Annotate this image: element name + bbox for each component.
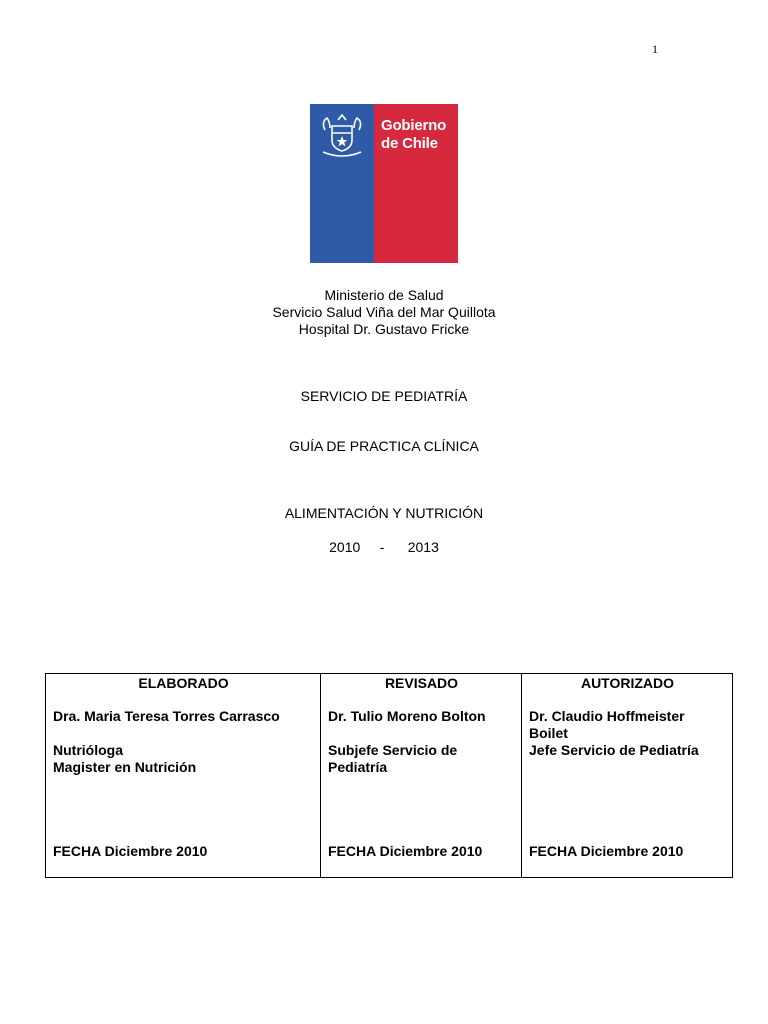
- health-service-line: Servicio Salud Viña del Mar Quillota: [272, 304, 496, 320]
- guide-type-title: GUÍA DE PRACTICA CLÍNICA: [289, 438, 479, 454]
- revisado-role-line1: Subjefe Servicio de: [328, 742, 458, 758]
- revisado-cell: [321, 693, 522, 878]
- elaborado-role-line1: Nutrióloga: [53, 742, 123, 758]
- validity-years: 2010 - 2013: [329, 539, 439, 555]
- topic-title: ALIMENTACIÓN Y NUTRICIÓN: [284, 505, 484, 521]
- gobierno-de-chile-logo: [310, 104, 458, 263]
- revisado-role-line2: Pediatría: [328, 759, 388, 775]
- header-elaborado: ELABORADO: [46, 674, 321, 694]
- autorizado-role: [529, 742, 726, 759]
- autorizado-date: FECHA Diciembre 2010: [529, 843, 684, 859]
- hospital-line: Hospital Dr. Gustavo Fricke: [298, 321, 470, 337]
- elaborado-role-line2: Magister en Nutrición: [53, 759, 197, 775]
- ministry-line: Ministerio de Salud: [324, 287, 444, 303]
- autorizado-role-line1: Jefe Servicio de Pediatría: [529, 742, 699, 758]
- elaborado-cell: [46, 693, 321, 878]
- approval-table-header-row: [46, 674, 733, 694]
- logo-blue-panel: [310, 104, 374, 263]
- revisado-role: [328, 742, 515, 776]
- header-autorizado: AUTORIZADO: [522, 674, 733, 694]
- elaborado-date: FECHA Diciembre 2010: [53, 843, 208, 859]
- elaborado-role: [53, 742, 314, 776]
- autorizado-name: Dr. Claudio Hoffmeister Boilet: [529, 708, 685, 741]
- approval-table: [45, 673, 733, 878]
- service-title: SERVICIO DE PEDIATRÍA: [300, 388, 468, 404]
- logo-text-line2: de Chile: [381, 135, 438, 152]
- page-number: 1: [652, 42, 658, 56]
- revisado-date: FECHA Diciembre 2010: [328, 843, 483, 859]
- header-revisado: REVISADO: [321, 674, 522, 694]
- logo-text-line1: Gobierno: [381, 117, 447, 134]
- logo-red-panel: [374, 104, 458, 263]
- autorizado-cell: [522, 693, 733, 878]
- elaborado-name: Dra. Maria Teresa Torres Carrasco: [53, 708, 280, 724]
- coat-of-arms-icon: [315, 112, 369, 160]
- approval-table-body-row: [46, 693, 733, 878]
- revisado-name: Dr. Tulio Moreno Bolton: [328, 708, 486, 724]
- institution-header: [0, 287, 768, 338]
